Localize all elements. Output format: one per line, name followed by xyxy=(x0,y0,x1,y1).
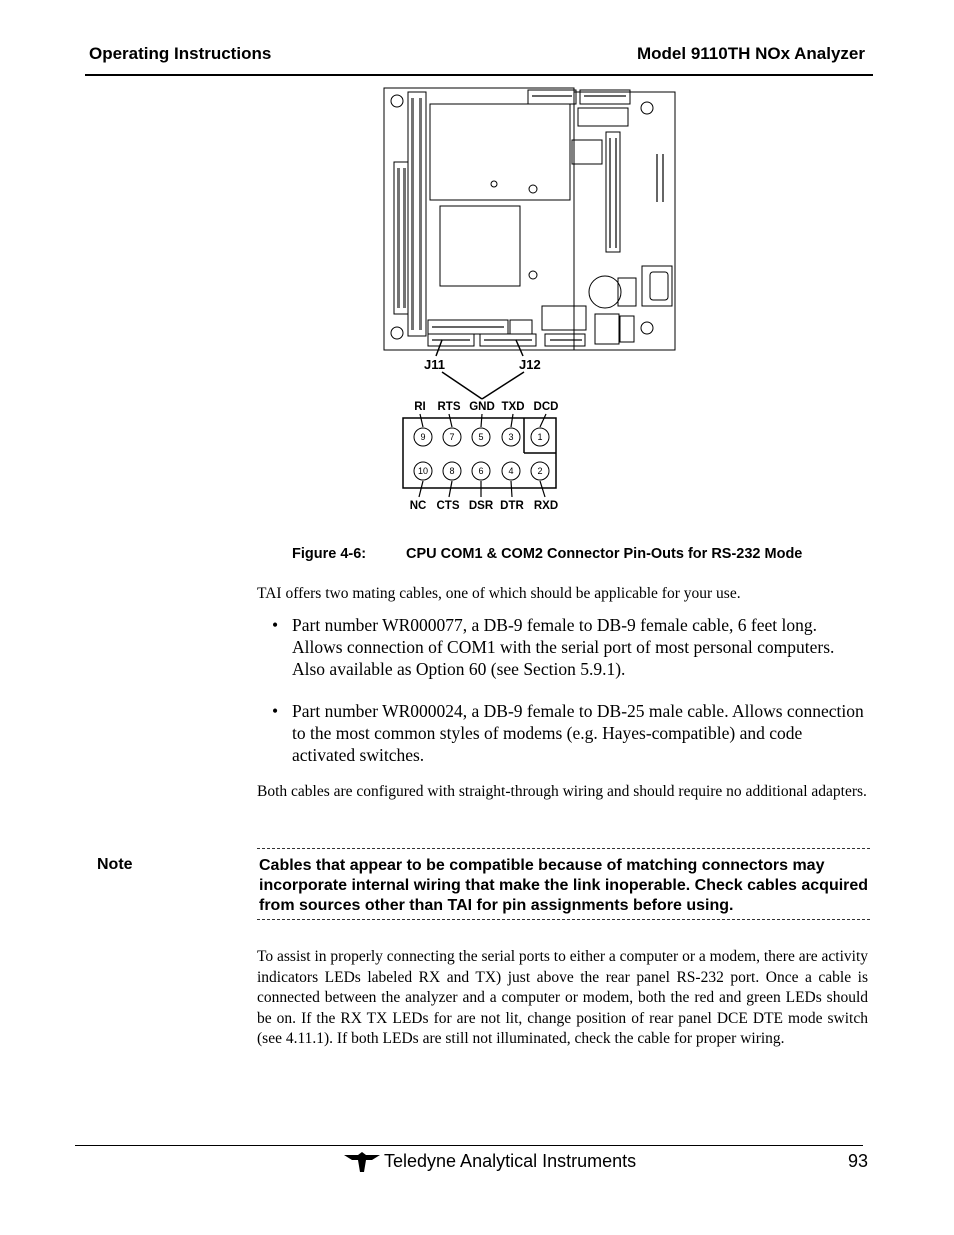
signal-label-dsr: DSR xyxy=(468,500,494,512)
signal-label-txd: TXD xyxy=(501,401,525,413)
pin-number-9: 9 xyxy=(420,432,426,442)
footer-company: Teledyne Analytical Instruments xyxy=(384,1151,637,1171)
signal-label-rxd: RXD xyxy=(533,500,559,512)
figure-caption-title: CPU COM1 & COM2 Connector Pin-Outs for RS-232 Mode xyxy=(406,546,803,562)
cable-option-item: • Part number WR000024, a DB-9 female to DB-25 male cable. Allows connection to the most common styles of modems (e.g. Hayes-compatible) and code activated switches. xyxy=(272,700,868,766)
header-section-title: Operating Instructions xyxy=(89,44,272,63)
signal-label-ri: RI xyxy=(414,401,426,413)
pin-number-10: 10 xyxy=(417,466,429,476)
cable-option-item: • Part number WR000077, a DB-9 female to DB-9 female cable, 6 feet long. Allows connection of COM1 with the serial port of most personal computers. Also available as Option 60 (see Section 5.9.1). xyxy=(272,614,868,680)
header-rule xyxy=(85,74,873,76)
signal-label-dtr: DTR xyxy=(500,500,524,512)
j11-label: J11 xyxy=(424,357,445,372)
cables-paragraph: Both cables are configured with straight-through wiring and should require no additional adapters. xyxy=(257,783,867,800)
header-document-title: Model 9110TH NOx Analyzer xyxy=(636,44,865,63)
cable-options-list xyxy=(272,614,868,786)
figure-caption-number: Figure 4-6: xyxy=(292,546,367,562)
figure-caption xyxy=(292,546,802,562)
signal-label-cts: CTS xyxy=(436,500,460,512)
note-label: Note xyxy=(97,856,133,873)
teledyne-logo-icon xyxy=(344,1152,380,1172)
pin-number-6: 6 xyxy=(478,466,484,476)
note-text: Cables that appear to be compatible because of matching connectors may incorporate internal wiring that make the link inoperable. Check cables acquired from sources other than TAI for pin assignments before using. xyxy=(257,848,870,920)
assist-paragraph: To assist in properly connecting the serial ports to either a computer or a modem, there are activity indicators LEDs labeled RX and TX) just above the rear panel RS-232 port. Once a cable is connected between the analyzer and a computer or modem, both the red and green LEDs should be on. If the RX TX LEDs for are not lit, change position of rear panel DCE DTE mode switch (see 4.11.1). If both LEDs are still not illuminated, check the cable for proper wiring. xyxy=(257,948,868,1047)
pin-number-5: 5 xyxy=(478,432,484,442)
pin-number-8: 8 xyxy=(449,466,455,476)
pin-number-4: 4 xyxy=(508,466,514,476)
intro-paragraph: TAI offers two mating cables, one of which should be applicable for your use. xyxy=(257,585,741,602)
page-number: 93 xyxy=(847,1151,868,1171)
signal-label-dcd: DCD xyxy=(533,401,559,413)
pin-number-7: 7 xyxy=(449,432,455,442)
footer-rule xyxy=(75,1145,863,1146)
pin-number-2: 2 xyxy=(537,466,543,476)
cpu-module xyxy=(430,104,570,200)
signal-label-nc: NC xyxy=(409,500,427,512)
signal-label-gnd: GND xyxy=(469,401,495,413)
cpu-board-figure xyxy=(380,84,680,516)
signal-label-rts: RTS xyxy=(437,401,461,413)
j12-label: J12 xyxy=(519,357,541,372)
pin-number-1: 1 xyxy=(537,432,543,442)
pin-number-3: 3 xyxy=(508,432,514,442)
